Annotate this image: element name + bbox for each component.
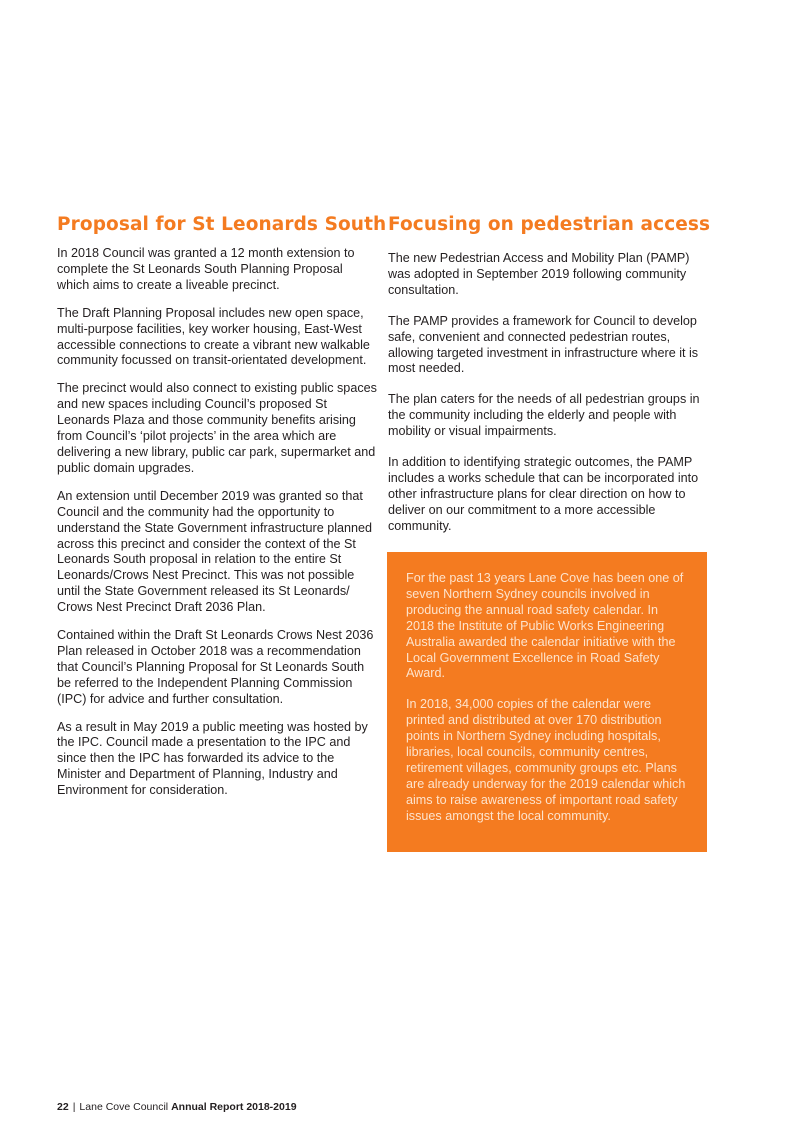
footer-report-title: Annual Report 2018-2019 (171, 1101, 297, 1113)
footer-council: Lane Cove Council (79, 1101, 169, 1113)
callout-paragraph: For the past 13 years Lane Cove has been one of seven Northern Sydney councils involved in producing the annual road safety calendar. In 2018 the Institute of Public Works Engineering Australia awarded the calendar initiative with the Local Government Excellence in Road Safety Award. (406, 571, 684, 681)
body-paragraph: As a result in May 2019 a public meeting was hosted by the IPC. Council made a presentation to the IPC and since then the IPC has forwarded its advice to the Minister and Department of Planning, Industry and Environment for consideration. (57, 719, 368, 798)
section-heading-st-leonards: Proposal for St Leonards South (57, 214, 387, 235)
body-paragraph: In addition to identifying strategic outcomes, the PAMP includes a works schedule that can be incorporated into other infrastructure plans for clear direction on how to deliver on our commitment to a more accessible community. (388, 455, 699, 533)
body-paragraph: The Draft Planning Proposal includes new open space, multi-purpose facilities, key worker housing, East-West accessible connections to create a vibrant new walkable community focussed on transit-orientated development. (57, 305, 370, 368)
right-column (388, 213, 711, 550)
body-paragraph: The precinct would also connect to existing public spaces and new spaces including Council’s proposed St Leonards Plaza and those community benefits arising from Council’s ‘pilot projects’ in the area which are delivering a new library, public car park, supermarket and public domain upgrades. (57, 381, 377, 475)
road-safety-callout-box (387, 552, 707, 852)
page-footer (57, 1100, 297, 1114)
body-paragraph: The PAMP provides a framework for Council to develop safe, convenient and connected pedestrian routes, allowing targeted investment in infrastructure where it is most needed. (388, 313, 699, 376)
body-paragraph: In 2018 Council was granted a 12 month extension to complete the St Leonards South Planning Proposal which aims to create a liveable precinct. (57, 246, 355, 292)
left-column (57, 213, 387, 811)
callout-paragraph: In 2018, 34,000 copies of the calendar were printed and distributed at over 170 distribution points in Northern Sydney including hospitals, libraries, local councils, community centres, retirement villages, community groups etc. Plans are already underway for the 2019 calendar which aims to raise awareness of important road safety issues amongst the local community. (406, 697, 686, 823)
footer-separator: | (72, 1101, 76, 1113)
body-paragraph: An extension until December 2019 was granted so that Council and the community had the opportunity to understand the State Government infrastructure planned across this precinct and consider the context of the St Leonards South proposal in relation to the entire St Leonards/Crows Nest Precinct. This was not possible until the State Government released its St Leonards/ Crows Nest Precinct Draft 2036 Plan. (57, 488, 373, 615)
body-paragraph: Contained within the Draft St Leonards Crows Nest 2036 Plan released in October 2018 was a recommendation that Council’s Planning Proposal for St Leonards South be referred to the Independent Planning Commission (IPC) for advice and further consultation. (57, 628, 374, 706)
page-number: 22 (57, 1101, 69, 1113)
section-heading-pedestrian-access: Focusing on pedestrian access (388, 214, 711, 235)
body-paragraph: The plan caters for the needs of all pedestrian groups in the community including the elderly and people with mobility or visual impairments. (388, 392, 700, 439)
body-paragraph: The new Pedestrian Access and Mobility Plan (PAMP) was adopted in September 2019 following community consultation. (388, 251, 690, 297)
